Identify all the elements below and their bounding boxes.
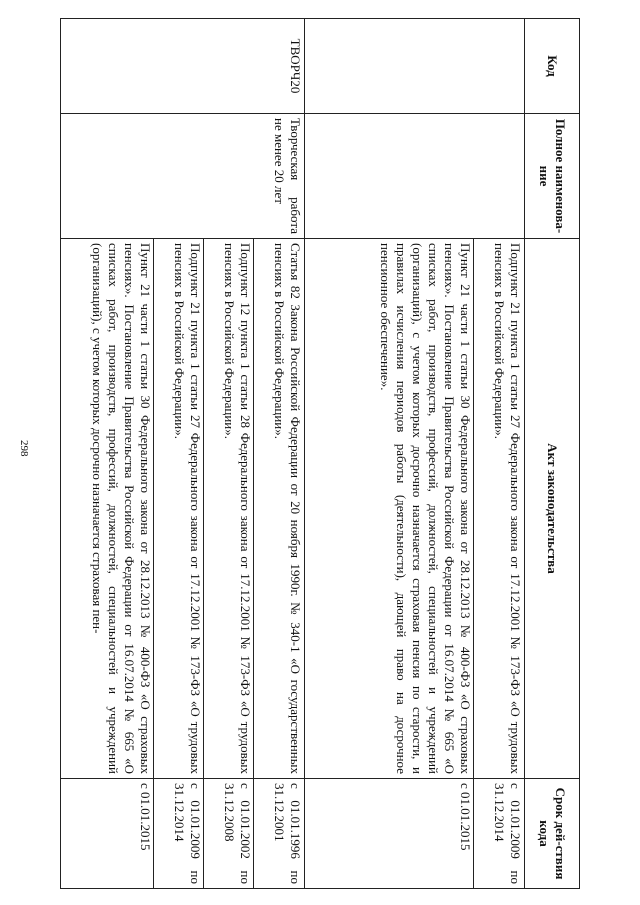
- term-text: с 01.01.2002 по 31.12.2008: [205, 779, 254, 888]
- act-text: Подпункт 21 пункта 1 статьи 27 Федерального закона от 17.12.2001 № 173-ФЗ «О трудовых пенсиях в Российской Федерации».: [492, 243, 523, 774]
- term-text: с 01.01.2009 по 31.12.2014: [155, 779, 204, 888]
- header-name: Полное наименова-ние: [525, 114, 580, 239]
- act-text: Пункт 21 части 1 статьи 30 Федерального закона от 28.12.2013 № 400-ФЗ «О страховых пенсиях». Постановление Правительства Российской Федерации от 16.07.2014 № 665 «О списках работ, производств, профессий, должностей, специальностей и учреждений (организаций), с учетом которых досрочно назначается страховая пенсия по старости, и правилах исчисления периодов работы (деятельности), дающей право на досрочное пенсионное обеспечение».: [345, 239, 474, 778]
- term-text: с 01.01.2015: [345, 779, 474, 888]
- table-row: [61, 19, 305, 889]
- header-code: Код: [525, 19, 580, 114]
- header-term: Срок дей-ствия кода: [525, 779, 580, 889]
- act-text: Подпункт 12 пункта 1 статьи 28 Федерального закона от 17.12.2001 № 173-ФЗ «О трудовых пенсиях в Российской Федерации».: [205, 239, 254, 778]
- row-code: ТВОРЧ20: [61, 19, 305, 114]
- codes-table: [60, 18, 580, 889]
- act-text: Статья 82 Закона Российской Федерации от 20 ноября 1990г. № 340-1 «О государственных пенсиях в Российской Федерации».: [272, 243, 304, 774]
- page-number: 298: [18, 440, 30, 457]
- rotated-page-content: [60, 18, 580, 888]
- table-row: [305, 19, 525, 889]
- row-acts: [61, 239, 305, 779]
- term-text: с 01.01.1996 по 31.12.2001: [272, 783, 304, 884]
- row-acts: [305, 239, 525, 779]
- row-terms: [305, 779, 525, 889]
- act-text: Подпункт 21 пункта 1 статьи 27 Федерального закона от 17.12.2001 № 173-ФЗ «О трудовых пенсиях в Российской Федерации».: [155, 239, 204, 778]
- term-text: с 01.01.2009 по 31.12.2014: [492, 783, 523, 884]
- header-act: Акт законодательства: [525, 239, 580, 779]
- row-name: Творческая работа не менее 20 лет: [61, 114, 305, 239]
- row-name: [305, 114, 525, 239]
- row-terms: [61, 779, 305, 889]
- row-code: [305, 19, 525, 114]
- act-text: Пункт 21 части 1 статьи 30 Федерального закона от 28.12.2013 № 400-ФЗ «О страховых пенсиях». Постановление Правительства Российской Федерации от 16.07.2014 № 665 «О списках работ, производств, профессий, должностей, специальностей и учреждений (организаций), с учетом которых досрочно назначается страховая пен-: [105, 239, 154, 778]
- term-text: с 01.01.2015: [105, 779, 154, 888]
